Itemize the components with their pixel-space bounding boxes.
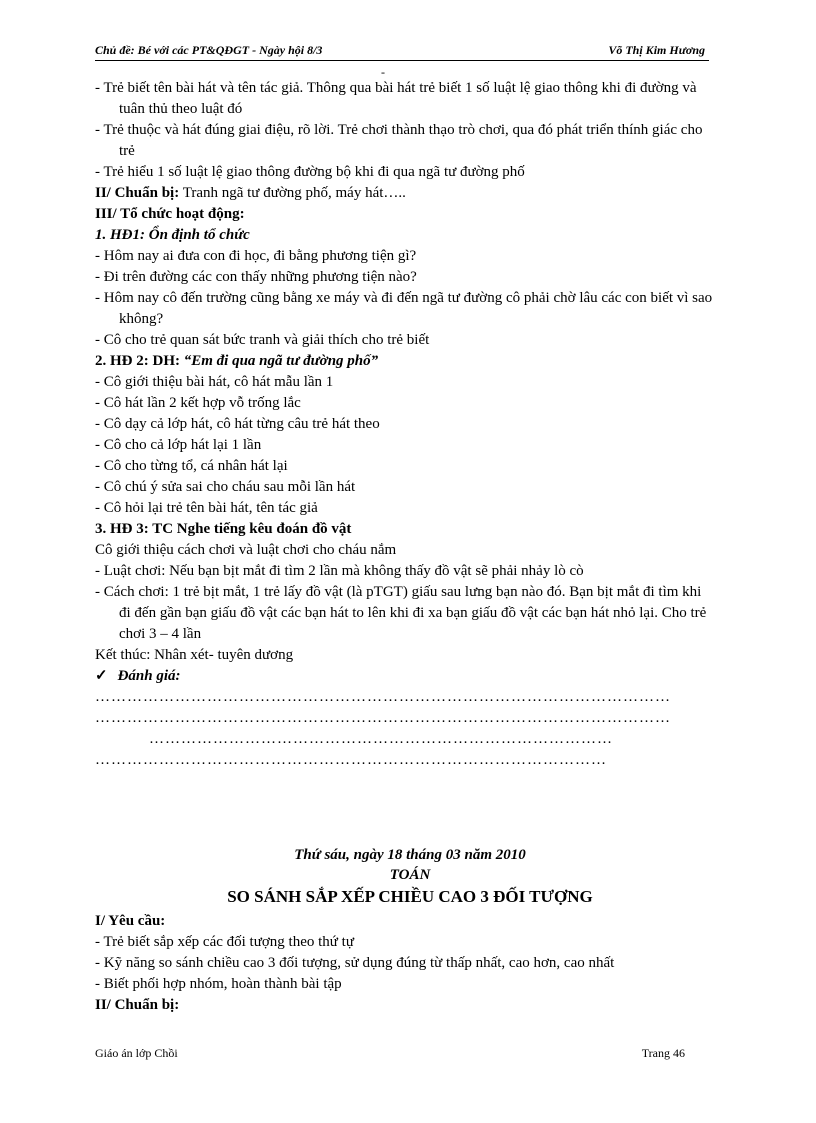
evaluation-dotted-line: ………………………………………………………………………………………………: [95, 689, 671, 705]
activity-1-item: - Hôm nay cô đến trường cũng bằng xe máy và đi đến ngã tư đường cô phải chờ lâu các con biết vì sao không?: [95, 290, 713, 327]
lesson-math-section: [95, 911, 715, 1016]
activity-2-item: - Cô chú ý sửa sai cho cháu sau mỗi lần hát: [95, 479, 356, 495]
footer-course: Giáo án lớp Chồi: [95, 1046, 178, 1060]
objective-line: - Trẻ thuộc và hát đúng giai điệu, rõ lời. Trẻ chơi thành thạo trò chơi, qua đó phát triển thính giác cho trẻ: [95, 122, 703, 159]
evaluation-label: Đánh giá:: [117, 668, 181, 684]
page-header: [95, 40, 709, 61]
objective-line: - Trẻ biết tên bài hát và tên tác giả. Thông qua bài hát trẻ biết 1 số luật lệ giao thông khi đi đường và tuân thủ theo luật đó: [95, 80, 697, 117]
activity-3-howto: - Cách chơi: 1 trẻ bịt mắt, 1 trẻ lấy đồ vật (là pTGT) giấu sau lưng bạn nào đó. Bạn bịt mắt đi tìm khi đi đến gần bạn giấu đồ vật các bạn hát to lên khi đi xa bạn giấu đồ vật các bạn hát nhỏ lại. Cho trẻ chơi 3 – 4 lần: [95, 584, 707, 642]
header-author: Võ Thị Kim Hương: [608, 43, 705, 57]
preparation-text: Tranh ngã tư đường phố, máy hát…..: [179, 185, 406, 201]
preparation-label: II/ Chuẩn bị:: [95, 185, 180, 201]
activity-3-title: 3. HĐ 3: TC Nghe tiếng kêu đoán đồ vật: [95, 521, 352, 537]
activity-2-item: - Cô dạy cả lớp hát, cô hát từng câu trẻ hát theo: [95, 416, 380, 432]
evaluation-dotted-line: ………………………………………………………………………………………………: [95, 710, 671, 726]
activity-2-item: - Cô hát lần 2 kết hợp vỗ trống lắc: [95, 395, 301, 411]
preparation-line: [95, 183, 715, 204]
activity-2-item: - Cô giới thiệu bài hát, cô hát mẫu lần 1: [95, 374, 334, 390]
lesson-title-block: [95, 845, 725, 909]
preparation-heading: II/ Chuẩn bị:: [95, 997, 180, 1013]
dash-mark: -: [381, 65, 385, 79]
organization-heading: III/ Tổ chức hoạt động:: [95, 206, 245, 222]
activity-2-heading: [95, 351, 715, 372]
lesson-music-section: [95, 78, 715, 771]
checkmark-icon: ✓: [95, 668, 108, 684]
activity-1-item: - Hôm nay ai đưa con đi học, đi bằng phương tiện gì?: [95, 248, 417, 264]
objective-line: - Trẻ hiểu 1 số luật lệ giao thông đường bộ khi đi qua ngã tư đường phố: [95, 164, 525, 180]
lesson-subject: TOÁN: [389, 867, 431, 883]
ending-line: Kết thúc: Nhân xét- tuyên dương: [95, 647, 294, 663]
evaluation-dotted-line: ……………………………………………………………………………: [149, 731, 613, 747]
lesson-date: Thứ sáu, ngày 18 tháng 03 năm 2010: [294, 847, 526, 863]
header-topic: Chủ đề: Bé với các PT&QĐGT - Ngày hội 8/3: [95, 43, 323, 57]
requirement-item: - Trẻ biết sắp xếp các đối tượng theo thứ tự: [95, 934, 354, 950]
activity-3-intro: Cô giới thiệu cách chơi và luật chơi cho cháu nắm: [95, 542, 397, 558]
evaluation-heading: [95, 666, 715, 687]
lesson-title: SO SÁNH SẮP XẾP CHIỀU CAO 3 ĐỐI TƯỢNG: [227, 887, 593, 906]
activity-2-prefix: 2. HĐ 2: DH:: [95, 353, 184, 369]
evaluation-dotted-line: ……………………………………………………………………………………: [95, 752, 607, 768]
footer-page-number: Trang 46: [641, 1046, 685, 1060]
activity-2-item: - Cô hỏi lại trẻ tên bài hát, tên tác giả: [95, 500, 318, 516]
activity-2-item: - Cô cho từng tổ, cá nhân hát lại: [95, 458, 288, 474]
requirement-item: - Kỹ năng so sánh chiều cao 3 đối tượng, sử dụng đúng từ thấp nhất, cao hơn, cao nhất: [95, 955, 615, 971]
requirements-heading: I/ Yêu cầu:: [95, 913, 166, 929]
activity-3-rule: - Luật chơi: Nếu bạn bịt mắt đi tìm 2 lần mà không thấy đồ vật sẽ phải nhảy lò cò: [95, 563, 584, 579]
activity-2-item: - Cô cho cả lớp hát lại 1 lần: [95, 437, 262, 453]
activity-1-item: - Đi trên đường các con thấy những phương tiện nào?: [95, 269, 417, 285]
activity-2-title: “Em đi qua ngã tư đường phố”: [183, 353, 379, 369]
activity-1-title: 1. HĐ1: Ổn định tổ chức: [95, 227, 250, 243]
requirement-item: - Biết phối hợp nhóm, hoàn thành bài tập: [95, 976, 342, 992]
activity-1-item: - Cô cho trẻ quan sát bức tranh và giải thích cho trẻ biết: [95, 332, 430, 348]
